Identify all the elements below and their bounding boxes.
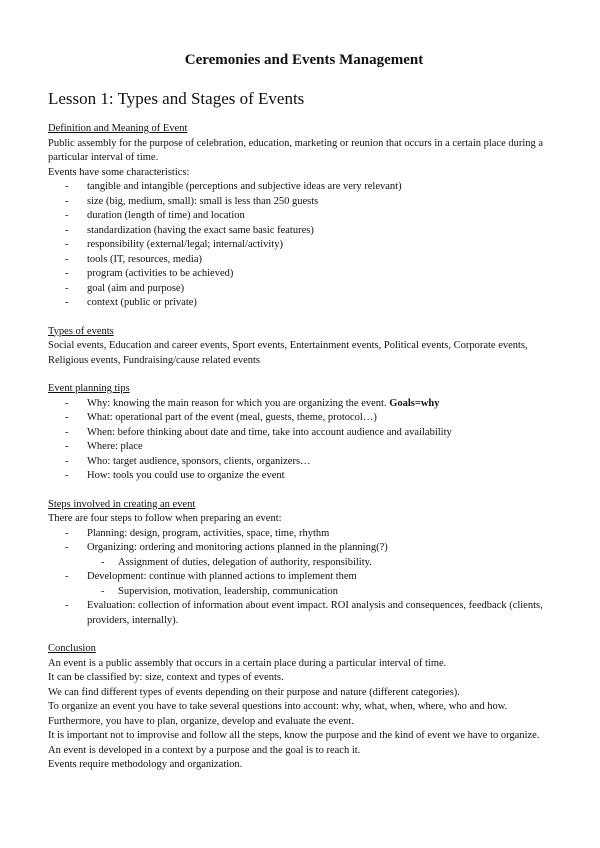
conclusion-line: Events require methodology and organization. <box>48 759 243 770</box>
list-item: - tools (IT, resources, media) <box>48 253 560 268</box>
steps-intro: There are four steps to follow when preparing an event: <box>48 513 282 524</box>
list-item: - How: tools you could use to organize the event <box>48 469 560 484</box>
list-item: - standardization (having the exact same basic features) <box>48 224 560 239</box>
list-item: - Where: place <box>48 440 560 455</box>
list-item <box>48 397 560 412</box>
conclusion-line: It is important not to improvise and follow all the steps, know the purpose and the kind of event we have to organize. <box>48 730 540 741</box>
definition-section <box>48 122 560 311</box>
definition-heading: Definition and Meaning of Event <box>48 123 188 134</box>
types-section <box>48 325 560 369</box>
conclusion-section <box>48 642 560 773</box>
list-item: - What: operational part of the event (meal, guests, theme, protocol…) <box>48 411 560 426</box>
conclusion-line: An event is a public assembly that occurs in a certain place during a particular interval of time. <box>48 657 447 669</box>
conclusion-heading: Conclusion <box>48 643 96 654</box>
conclusion-line: It can be classified by: size, context and types of events. <box>48 672 284 683</box>
conclusion-line: To organize an event you have to take several questions into account: why, what, when, where, who and how. <box>48 701 508 712</box>
characteristics-list <box>48 180 560 311</box>
lesson-heading: Lesson 1: Types and Stages of Events <box>48 89 305 108</box>
list-item: - responsibility (external/legal; internal/activity) <box>48 238 560 253</box>
list-item: - Evaluation: collection of information about event impact. ROI analysis and consequences, feedback (clients, providers, internally). <box>48 599 560 628</box>
list-item: - Planning: design, program, activities, space, time, rhythm <box>48 527 560 542</box>
list-item: - context (public or private) <box>48 296 560 311</box>
list-item: - tangible and intangible (perceptions and subjective ideas are very relevant) <box>48 180 560 195</box>
characteristics-intro: Events have some characteristics: <box>48 166 190 178</box>
definition-text: Public assembly for the purpose of celebration, education, marketing or reunion that occurs in a certain place during a particular interval of time. <box>48 137 544 163</box>
tips-heading: Event planning tips <box>48 383 130 394</box>
list-item: - Who: target audience, sponsors, clients, organizers… <box>48 455 560 470</box>
list-item: - goal (aim and purpose) <box>48 282 560 297</box>
tips-section <box>48 382 560 484</box>
why-text: Why: knowing the main reason for which you are organizing the event. <box>87 397 387 409</box>
tips-list <box>48 397 560 484</box>
conclusion-line: We can find different types of events depending on their purpose and nature (different categories). <box>48 686 460 698</box>
types-heading: Types of events <box>48 325 114 337</box>
list-item: - program (activities to be achieved) <box>48 267 560 282</box>
steps-section <box>48 498 560 629</box>
list-item: - When: before thinking about date and time, take into account audience and availability <box>48 426 560 441</box>
types-text: Social events, Education and career events, Sport events, Entertainment events, Political events, Corporate events, Religious events, Fundraising/cause related events <box>48 340 528 366</box>
list-item: - size (big, medium, small): small is less than 250 guests <box>48 195 560 210</box>
conclusion-line: Furthermore, you have to plan, organize, develop and evaluate the event. <box>48 715 354 727</box>
list-item: - Development: continue with planned actions to implement them <box>48 570 560 585</box>
why-emphasis: Goals=why <box>389 397 440 409</box>
list-item: - Organizing: ordering and monitoring actions planned in the planning(?) <box>48 541 560 556</box>
list-item: - duration (length of time) and location <box>48 209 560 224</box>
conclusion-line: An event is developed in a context by a purpose and the goal is to reach it. <box>48 744 361 756</box>
sub-list-item: - Supervision, motivation, leadership, communication <box>48 585 560 600</box>
document-title: Ceremonies and Events Management <box>184 52 424 68</box>
steps-heading: Steps involved in creating an event <box>48 498 196 510</box>
sub-list-item: - Assignment of duties, delegation of authority, responsibility. <box>48 556 560 571</box>
steps-list <box>48 527 560 629</box>
